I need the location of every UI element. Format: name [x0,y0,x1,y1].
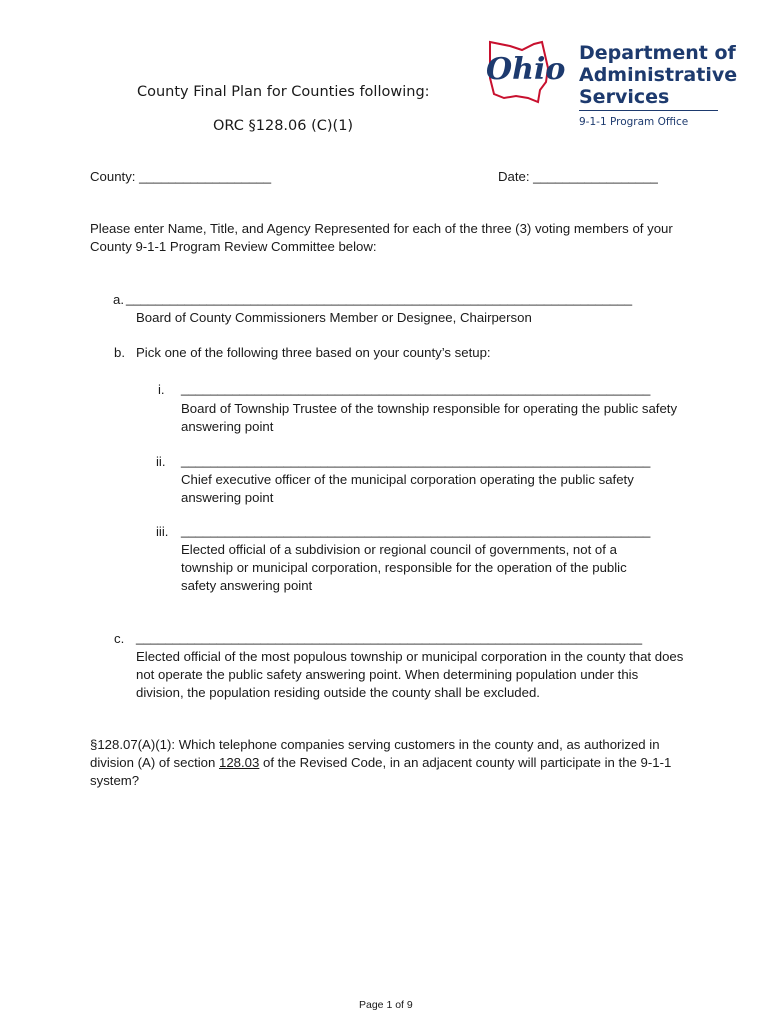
question-text-after: of the Revised Code, in an adjacent county will participate in the 9-1-1 system? [90,755,672,788]
member-a-blank[interactable]: _____________________________________________________________________ [126,291,633,306]
page-number: Page 1 of 9 [359,999,413,1011]
member-c-description: Elected official of the most populous township or municipal corporation in the county that does not operate the public safety answering point. When determining population under this division, the population residing outside the county shall be excluded. [136,649,684,700]
dept-line-3: Services [579,86,670,108]
option-iii-description: Elected official of a subdivision or regional council of governments, not of a township or municipal corporation, responsible for the operation of the public safety answering point [181,542,627,593]
option-i-blank[interactable]: ________________________________________________________________ [181,381,651,396]
member-b-text: Pick one of the following three based on your county’s setup: [136,345,491,360]
option-ii-description: Chief executive officer of the municipal corporation operating the public safety answering point [181,472,634,505]
date-field[interactable]: Date: _________________ [498,169,658,184]
dept-line-1: Department of [579,42,736,64]
option-i-description: Board of Township Trustee of the township responsible for operating the public safety answering point [181,401,678,434]
option-ii-marker: ii. [156,454,166,469]
member-c-marker: c. [114,631,125,646]
ohio-brand-wordmark: Ohio [486,52,566,87]
member-b-marker: b. [114,345,125,360]
logo-divider [579,110,718,111]
instructions-paragraph: Please enter Name, Title, and Agency Represented for each of the three (3) voting members of your County 9-1-1 Program Review Committee below: [90,221,673,254]
option-ii-blank[interactable]: ________________________________________________________________ [181,453,651,468]
program-office-label: 9-1-1 Program Office [579,116,689,128]
document-title: County Final Plan for Counties following: [137,84,430,100]
section-128-03-link[interactable]: 128.03 [219,755,260,770]
option-i-marker: i. [158,382,165,397]
option-iii-marker: iii. [156,524,169,539]
document-subtitle: ORC §128.06 (C)(1) [213,118,354,134]
question-text-before: §128.07(A)(1): Which telephone companies serving customers in the county and, as authorized in division (A) of section [90,737,660,770]
question-paragraph [90,736,690,790]
member-a-description: Board of County Commissioners Member or Designee, Chairperson [136,310,532,325]
county-field[interactable]: County: __________________ [90,169,272,184]
member-c-blank[interactable]: _____________________________________________________________________ [136,630,643,645]
member-a-marker: a. [113,292,124,307]
option-iii-blank[interactable]: ________________________________________________________________ [181,523,651,538]
dept-line-2: Administrative [579,64,738,86]
